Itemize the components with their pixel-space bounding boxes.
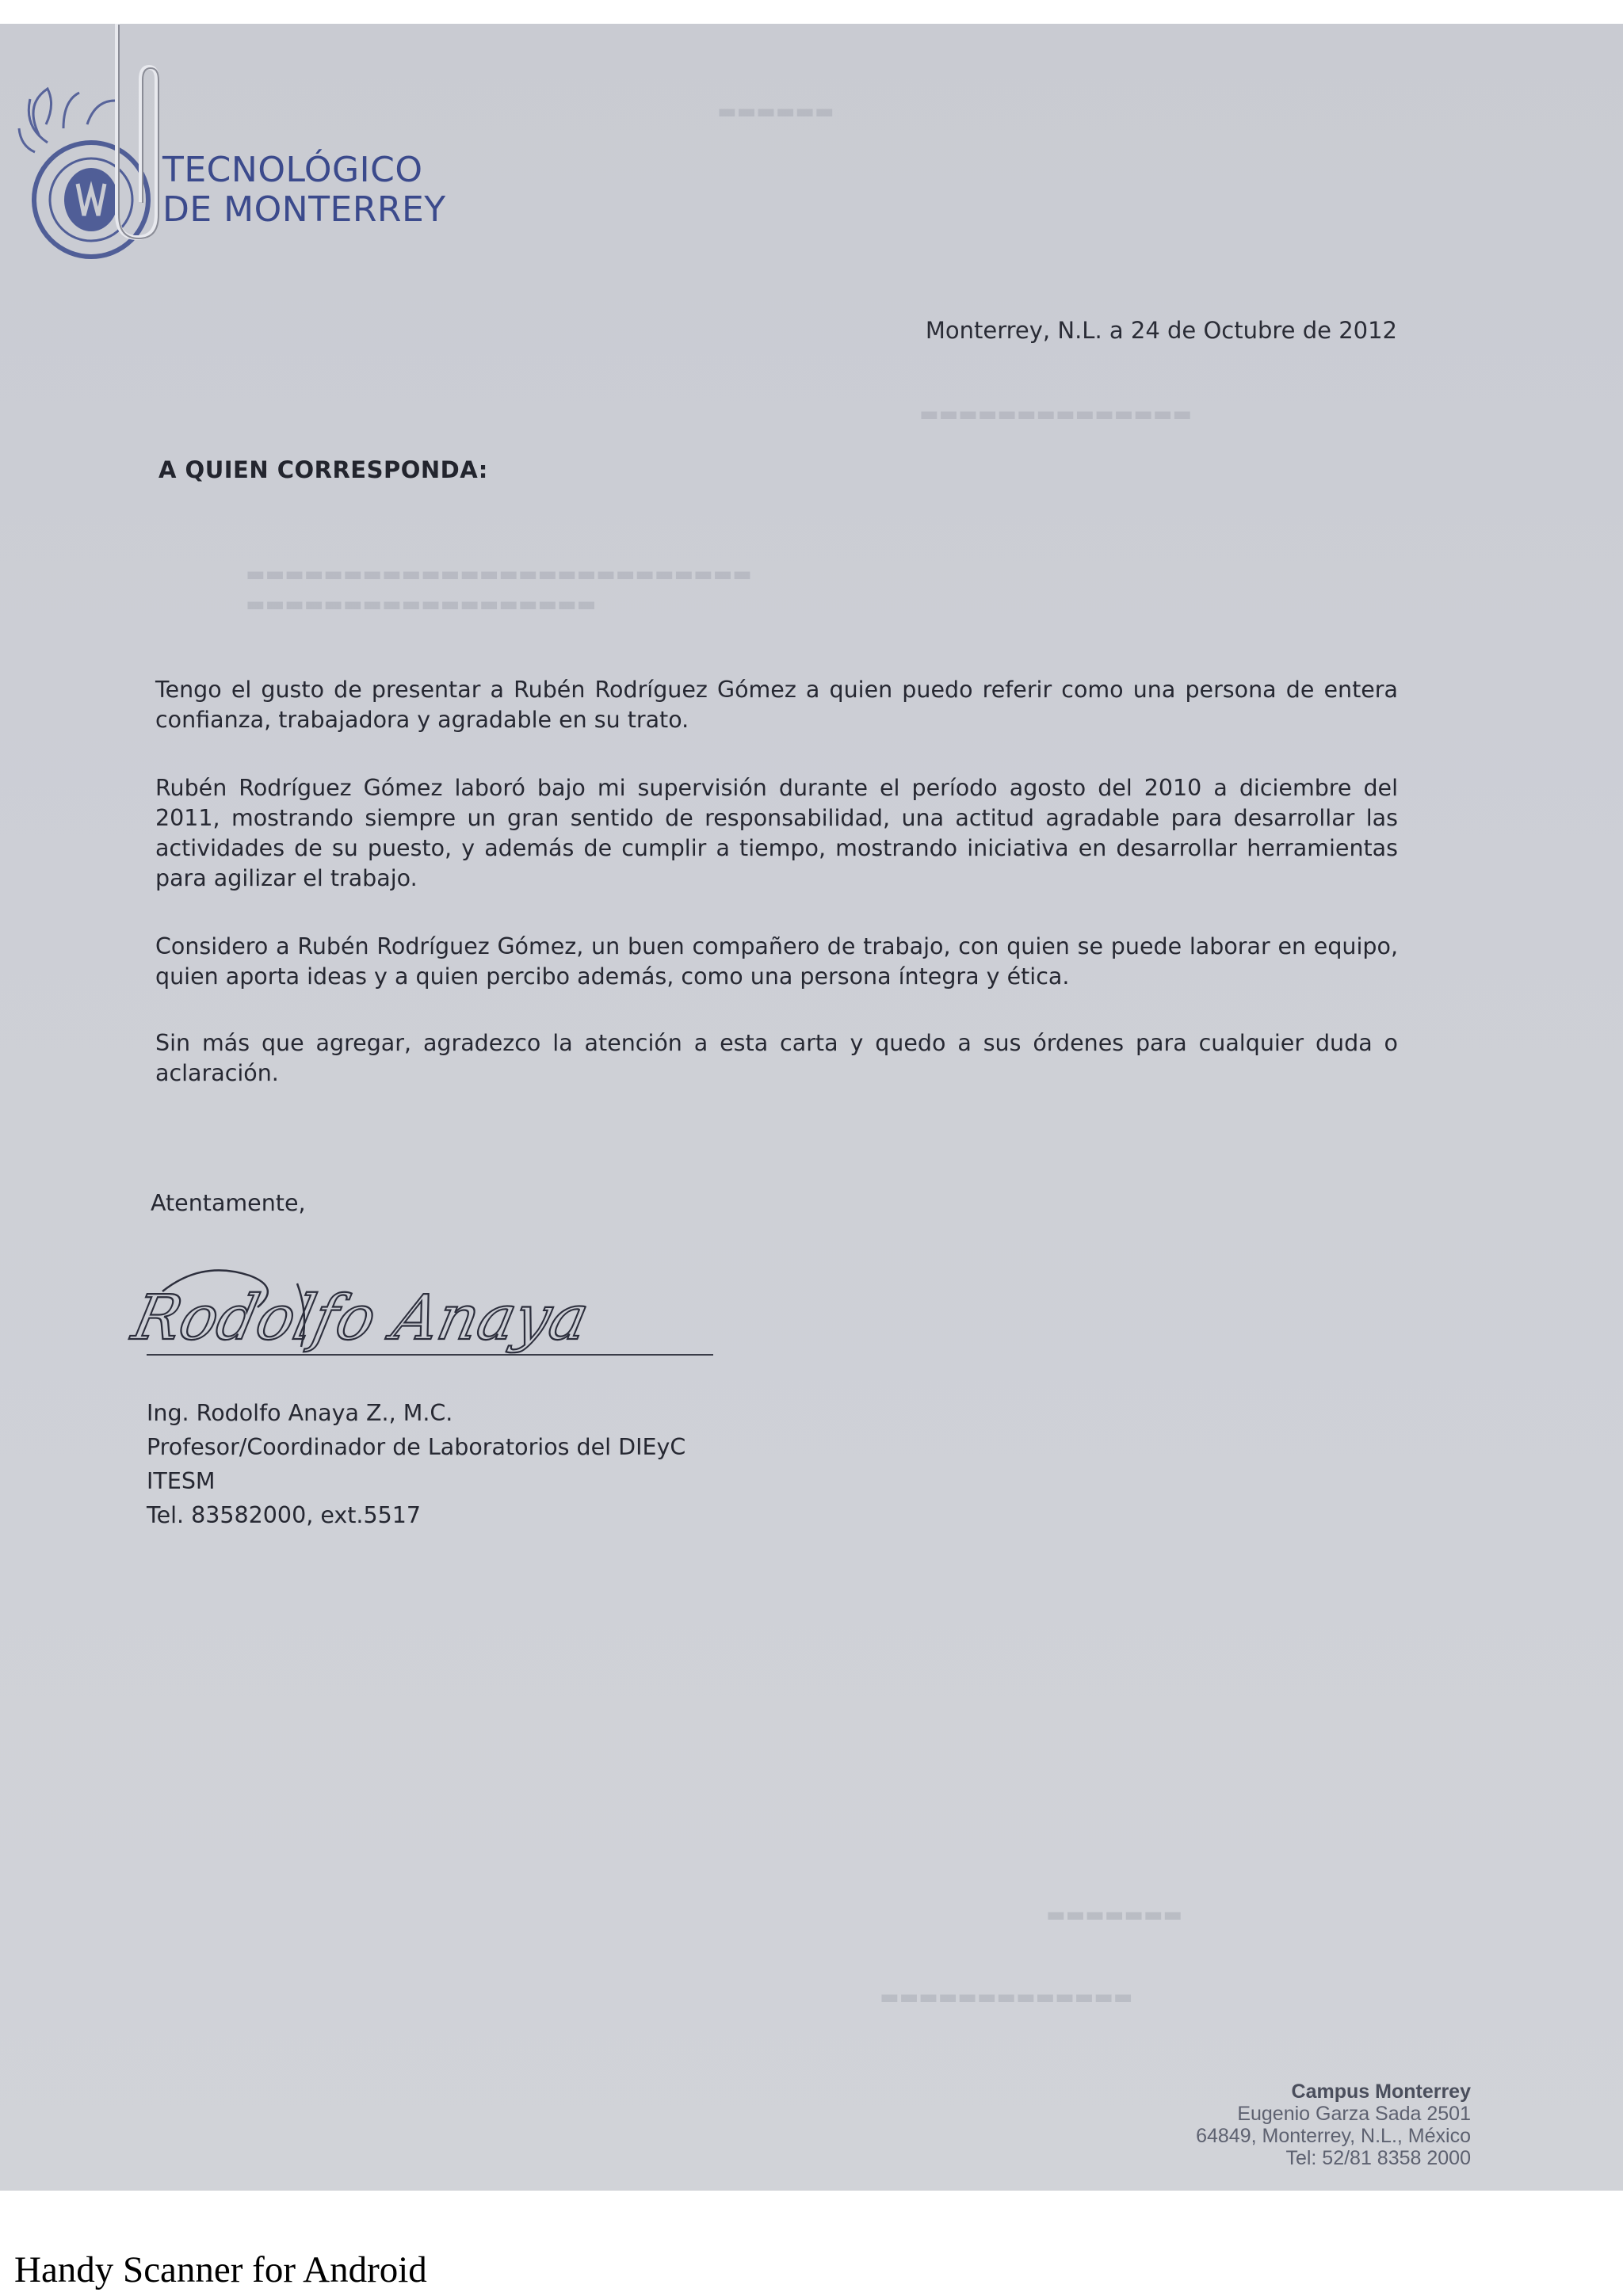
signature-script: Rodolfo Anaya <box>126 1281 595 1354</box>
signer-name: Ing. Rodolfo Anaya Z., M.C. <box>147 1400 453 1426</box>
bleed-through-text: ▬▬▬▬▬▬▬▬▬▬▬▬▬▬▬▬▬▬▬▬▬▬▬▬▬▬ <box>246 563 752 586</box>
signer-phone: Tel. 83582000, ext.5517 <box>147 1502 421 1528</box>
paragraph-2: Rubén Rodríguez Gómez laboró bajo mi supervisión durante el período agosto del 2010 a diciembre del 2011, mostrando siempre un gran sentido de responsabilidad, una actitud agradable para desarrollar las actividades de su puesto, y además de cumplir a tiempo, mostrando iniciativa en desarrollar herramientas para agilizar el trabajo. <box>155 775 1398 891</box>
letterhead <box>162 151 446 230</box>
signer-institution: ITESM <box>147 1468 216 1494</box>
campus-name: Campus Monterrey <box>1291 2081 1471 2103</box>
campus-address <box>1196 2081 1471 2169</box>
paragraph-3: Considero a Rubén Rodríguez Gómez, un buen compañero de trabajo, con quien se puede laborar en equipo, quien aporta ideas y a quien percibo además, como una persona íntegra y ética. <box>155 933 1398 990</box>
signer-title: Profesor/Coordinador de Laboratorios del DIEyC <box>147 1434 686 1460</box>
campus-city: 64849, Monterrey, N.L., México <box>1196 2125 1471 2147</box>
scanned-letter <box>0 24 1623 2191</box>
handwritten-signature <box>126 1260 595 1374</box>
letterhead-line-2: DE MONTERREY <box>162 189 446 230</box>
bleed-through-text: ▬▬▬▬▬▬▬▬▬▬▬▬▬▬ <box>919 402 1192 426</box>
paper-clip <box>94 24 173 249</box>
paragraph-4: Sin más que agregar, agradezco la atención a esta carta y quedo a sus órdenes para cualquier duda o aclaración. <box>155 1030 1398 1086</box>
salutation: A QUIEN CORRESPONDA: <box>158 456 488 483</box>
bleed-through-text: ▬▬▬▬▬▬▬ <box>1046 1903 1182 1927</box>
campus-street: Eugenio Garza Sada 2501 <box>1237 2103 1471 2125</box>
bleed-through-text: ▬▬▬▬▬▬ <box>717 100 834 124</box>
signer-block <box>147 1396 685 1532</box>
scanner-caption: Handy Scanner for Android <box>14 2249 427 2290</box>
letter-date: Monterrey, N.L. a 24 de Octubre de 2012 <box>925 317 1397 344</box>
bleed-through-text: ▬▬▬▬▬▬▬▬▬▬▬▬▬▬▬▬▬▬ <box>246 593 597 616</box>
bleed-through-text: ▬▬▬▬▬▬▬▬▬▬▬▬▬ <box>880 1985 1133 2009</box>
signature-line <box>147 1354 713 1356</box>
paragraph-1: Tengo el gusto de presentar a Rubén Rodríguez Gómez a quien puedo referir como una persona de entera confianza, trabajadora y agradable en su trato. <box>155 677 1398 733</box>
closing: Atentamente, <box>151 1190 306 1216</box>
campus-phone: Tel: 52/81 8358 2000 <box>1285 2147 1471 2169</box>
letterhead-line-1: TECNOLÓGICO <box>162 150 423 190</box>
